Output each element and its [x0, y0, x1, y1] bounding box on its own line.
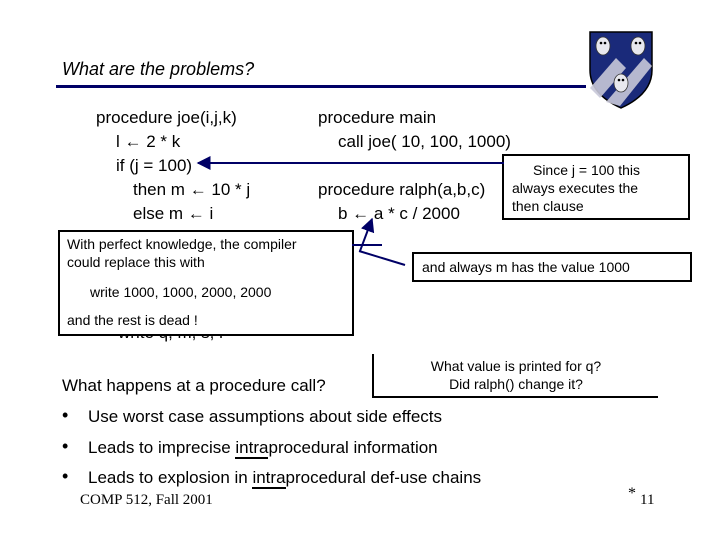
bullet-1-text: Use worst case assumptions about side effects — [88, 407, 443, 426]
bullet-2-before: Leads to imprecise — [88, 438, 236, 457]
always-m-text: and always m has the value 1000 — [422, 259, 630, 275]
what-value-line-2: Did ralph() change it? — [449, 376, 583, 392]
perfect-knowledge-line-2: could replace this with — [67, 254, 205, 270]
footer-course: COMP 512, Fall 2001 — [80, 492, 213, 508]
main-call: call joe( 10, 100, 1000) — [338, 132, 511, 151]
what-value-line-1: What value is printed for q? — [430, 358, 602, 374]
arrow-to-ralph-b — [360, 219, 372, 251]
since-j-line-3: then clause — [512, 198, 584, 214]
joe-line-if: if (j = 100) — [116, 156, 193, 175]
bullet-1 — [88, 407, 442, 427]
bullet-3-before: Leads to explosion in — [88, 468, 253, 487]
joe-line-then: then m ← 10 * j — [133, 180, 251, 199]
slide-title: What are the problems? — [62, 59, 255, 79]
joe-line-l: l ← 2 * k — [116, 132, 181, 151]
bullet-2-after: procedural information — [268, 438, 438, 457]
main-header: procedure main — [318, 108, 437, 127]
rest-is-dead-line: and the rest is dead ! — [67, 312, 198, 328]
bullet-3-after: procedural def-use chains — [285, 468, 482, 487]
replacement-write-line: write 1000, 1000, 2000, 2000 — [90, 284, 272, 300]
bullet-dot: • — [62, 466, 69, 486]
bullet-dot: • — [62, 405, 69, 425]
page-number: 11 — [640, 492, 655, 508]
bullet-3 — [88, 468, 481, 488]
bullet-2 — [88, 438, 438, 458]
joe-header: procedure joe(i,j,k) — [96, 108, 237, 127]
since-j-line-2: always executes the — [512, 180, 639, 196]
ralph-header: procedure ralph(a,b,c) — [318, 180, 486, 199]
page-star: * — [628, 485, 636, 502]
since-j-line-1: Since j = 100 this — [532, 162, 640, 178]
bullet-dot: • — [62, 436, 69, 456]
joe-line-else: else m ← i — [133, 204, 214, 223]
ralph-assign: b ← a * c / 2000 — [338, 204, 460, 223]
perfect-knowledge-line-1: With perfect knowledge, the compiler — [67, 236, 297, 252]
arrow-to-always-m — [359, 251, 405, 265]
procedure-call-question: What happens at a procedure call? — [62, 376, 326, 395]
bullet-2-underlined: intra — [235, 438, 269, 457]
bullet-3-underlined: intra — [252, 468, 286, 487]
